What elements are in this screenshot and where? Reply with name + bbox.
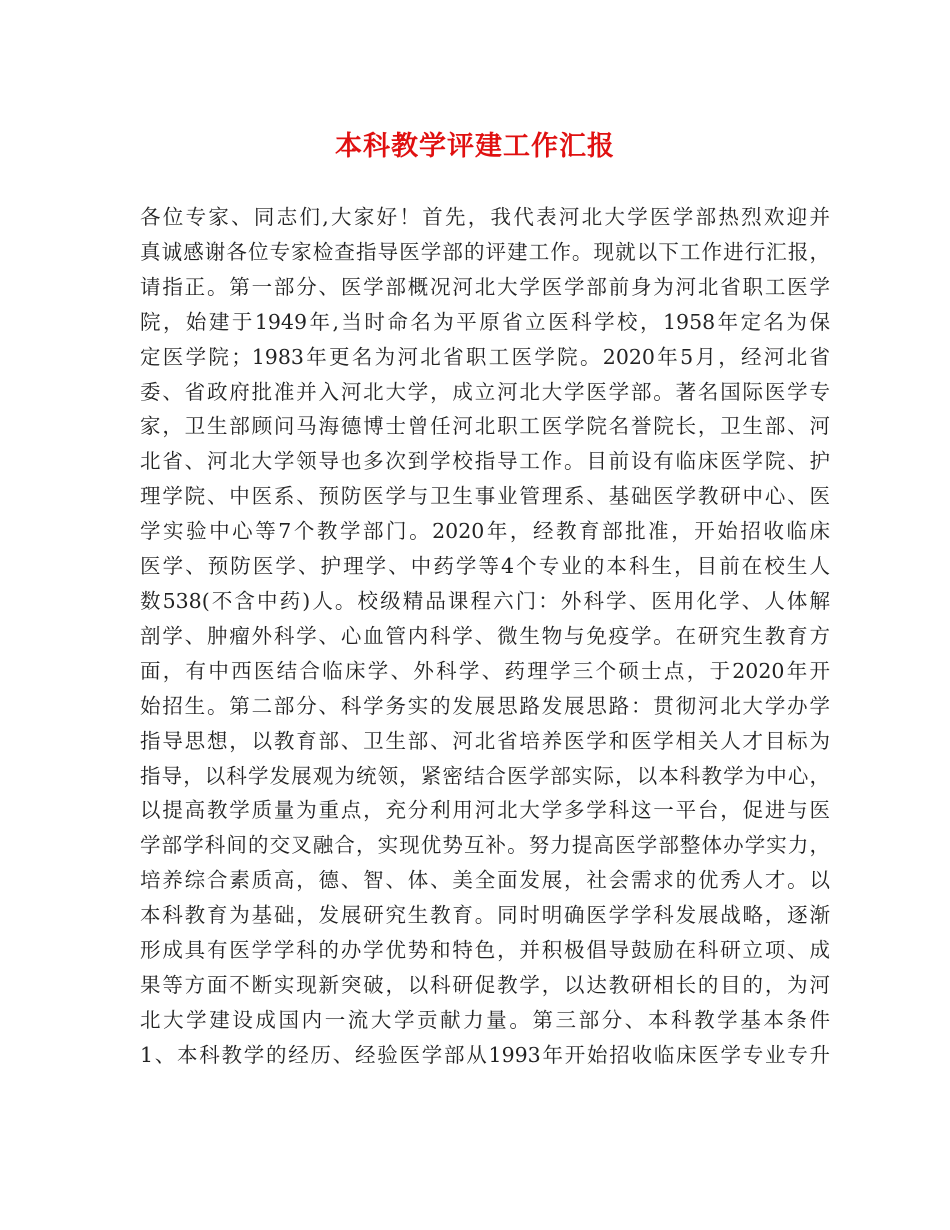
body-line: 1、本科教学的经历、经验医学部从1993年开始招收临床医学专业专升	[140, 1042, 830, 1067]
body-line: 家，卫生部顾问马海德博士曾任河北职工医学院名誉院长，卫生部、河	[140, 414, 830, 439]
body-line: 以提高教学质量为重点，充分利用河北大学多学科这一平台，促进与医	[140, 798, 830, 823]
body-line: 真诚感谢各位专家检查指导医学部的评建工作。现就以下工作进行汇报，	[140, 239, 830, 264]
body-line: 定医学院；1983年更名为河北省职工医学院。2020年5月，经河北省	[140, 344, 830, 369]
body-line: 果等方面不断实现新突破，以科研促教学，以达教研相长的目的，为河	[140, 972, 830, 997]
body-line: 委、省政府批准并入河北大学，成立河北大学医学部。著名国际医学专	[140, 379, 830, 404]
body-line: 各位专家、同志们,大家好！首先，我代表河北大学医学部热烈欢迎并	[140, 205, 830, 229]
body-line: 北省、河北大学领导也多次到学校指导工作。目前设有临床医学院、护	[140, 449, 830, 474]
body-line: 请指正。第一部分、医学部概况河北大学医学部前身为河北省职工医学	[140, 274, 830, 299]
body-line: 本科教育为基础，发展研究生教育。同时明确医学学科发展战略，逐渐	[140, 903, 830, 928]
body-line: 指导思想，以教育部、卫生部、河北省培养医学和医学相关人才目标为	[140, 728, 830, 753]
body-line: 培养综合素质高，德、智、体、美全面发展，社会需求的优秀人才。以	[140, 868, 830, 893]
body-line: 指导，以科学发展观为统领，紧密结合医学部实际，以本科教学为中心，	[140, 763, 830, 788]
body-line: 剖学、肿瘤外科学、心血管内科学、微生物与免疫学。在研究生教育方	[140, 623, 830, 648]
body-line: 学实验中心等7个教学部门。2020年，经教育部批准，开始招收临床	[140, 519, 830, 544]
body-line: 北大学建设成国内一流大学贡献力量。第三部分、本科教学基本条件	[140, 1007, 830, 1032]
body-line: 面，有中西医结合临床学、外科学、药理学三个硕士点，于2020年开	[140, 658, 830, 683]
body-line: 理学院、中医系、预防医学与卫生事业管理系、基础医学教研中心、医	[140, 484, 830, 509]
body-line: 医学、预防医学、护理学、中药学等4个专业的本科生，目前在校生人	[140, 554, 830, 579]
body-line: 数538(不含中药)人。校级精品课程六门：外科学、医用化学、人体解	[140, 588, 830, 613]
body-line: 学部学科间的交叉融合，实现优势互补。努力提高医学部整体办学实力，	[140, 833, 830, 858]
body-line: 院，始建于1949年,当时命名为平原省立医科学校，1958年定名为保	[140, 309, 830, 334]
document-title: 本科教学评建工作汇报	[335, 131, 615, 162]
body-line: 始招生。第二部分、科学务实的发展思路发展思路：贯彻河北大学办学	[140, 693, 830, 718]
body-line: 形成具有医学学科的办学优势和特色，并积极倡导鼓励在科研立项、成	[140, 938, 830, 963]
document-body	[140, 200, 830, 1073]
